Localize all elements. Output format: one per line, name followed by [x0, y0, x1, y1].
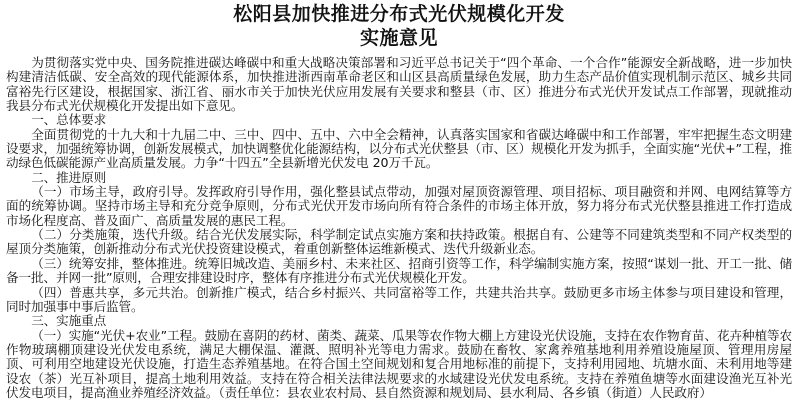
body-paragraph: 全面贯彻党的十九大和十九届二中、三中、四中、五中、六中全会精神，认真落实国家和省碳达峰碳中和工作部署，牢牢把握生态文明建设要求，加强统筹协调，创新发展模式，加快调整优化能源结构，以分布式光伏整县（市、区）规模化开发为抓手，全面实施“光伏+”工程，推动绿色低碳能源产业高质量发展。力争“十四五”全县新增光伏发电 20万千瓦。: [6, 126, 792, 171]
body-paragraph: （三）统筹安排，整体推进。统筹旧城改造、美丽乡村、未来社区、招商引资等工作，科学编制实施方案，按照“谋划一批、开工一批、储备一批、并网一批”原则，合理安排建设时序，整体有序推进分布式光伏规模化开发。: [6, 255, 792, 286]
section-heading: 一、总体要求: [31, 112, 107, 128]
body-paragraph: （一）市场主导，政府引导。发挥政府引导作用，强化整县试点带动，加强对屋顶资源管理、项目招标、项目融资和并网、电网结算等方面的统筹协调。坚持市场主导和充分竞争原则，分布式光伏开发市场向所有符合条件的市场主体开放，努力将分布式光伏整县推进工作打造成市场化程度高、普及面广、高质量发展的惠民工程。: [6, 184, 792, 228]
section-heading: 二、推进原则: [31, 169, 107, 185]
body-paragraph: 为贯彻落实党中央、国务院推进碳达峰碳中和重大战略决策部署和习近平总书记关于“四个革命、一个合作”能源安全新战略，进一步加快构建清洁低碳、安全高效的现代能源体系，加快推进浙西南革命老区和山区县高质量绿色发展，助力生态产品价值实现机制示范区、城乡共同富裕先行区建设，根据国家、浙江省、丽水市关于加快光伏应用发展有关要求和整县（市、区）推进分布式光伏开发试点工作部署，现就推动我县分布式光伏规模化开发提出如下意见。: [6, 55, 792, 114]
body-paragraph: （一）实施“光伏+农业”工程。鼓励在喜阴的药材、菌类、蔬菜、瓜果等农作物大棚上方建设光伏设施，支持在农作物育苗、花卉种植等农作物玻璃棚顶建设光伏发电系统，满足大棚保温、灌溉、照明补光等电力需求。鼓励在畜牧、家禽养殖基地利用养殖设施屋顶、管理用房屋顶、可利用空地建设光伏设施，打造生态养殖基地。在符合国土空间规划和复合用地标准的前提下，支持利用园地、坑塘水面、未利用地等建设农（茶）光互补项目，提高土地利用效益。支持在符合相关法律法规要求的水域建设光伏发电系统。支持在养殖鱼塘等水面建设渔光互补光伏发电项目，提高渔业养殖经济效益。（责任单位：县农业农村局、县自然资源和规划局、县水利局、各乡镇（街道）人民政府）: [6, 327, 792, 400]
body-paragraph: （二）分类施策，迭代升级。结合光伏发展实际，科学制定试点实施方案和扶持政策。根据自有、公建等不同建筑类型和不同产权类型的屋顶分类施策，创新推动分布式光伏投资建设模式，着重创新整体运维新模式、迭代升级新业态。: [6, 227, 792, 257]
section-heading: 三、实施重点: [31, 313, 107, 329]
body-paragraph: （四）普惠共享，多元共治。创新推广模式，结合乡村振兴、共同富裕等工作，共建共治共享。鼓励更多市场主体参与项目建设和管理，同时加强事中事后监管。: [6, 284, 792, 314]
document-title: 松阳县加快推进分布式光伏规模化开发: [233, 3, 565, 25]
document-subtitle: 实施意见: [359, 27, 438, 49]
document-body: [6, 56, 792, 400]
